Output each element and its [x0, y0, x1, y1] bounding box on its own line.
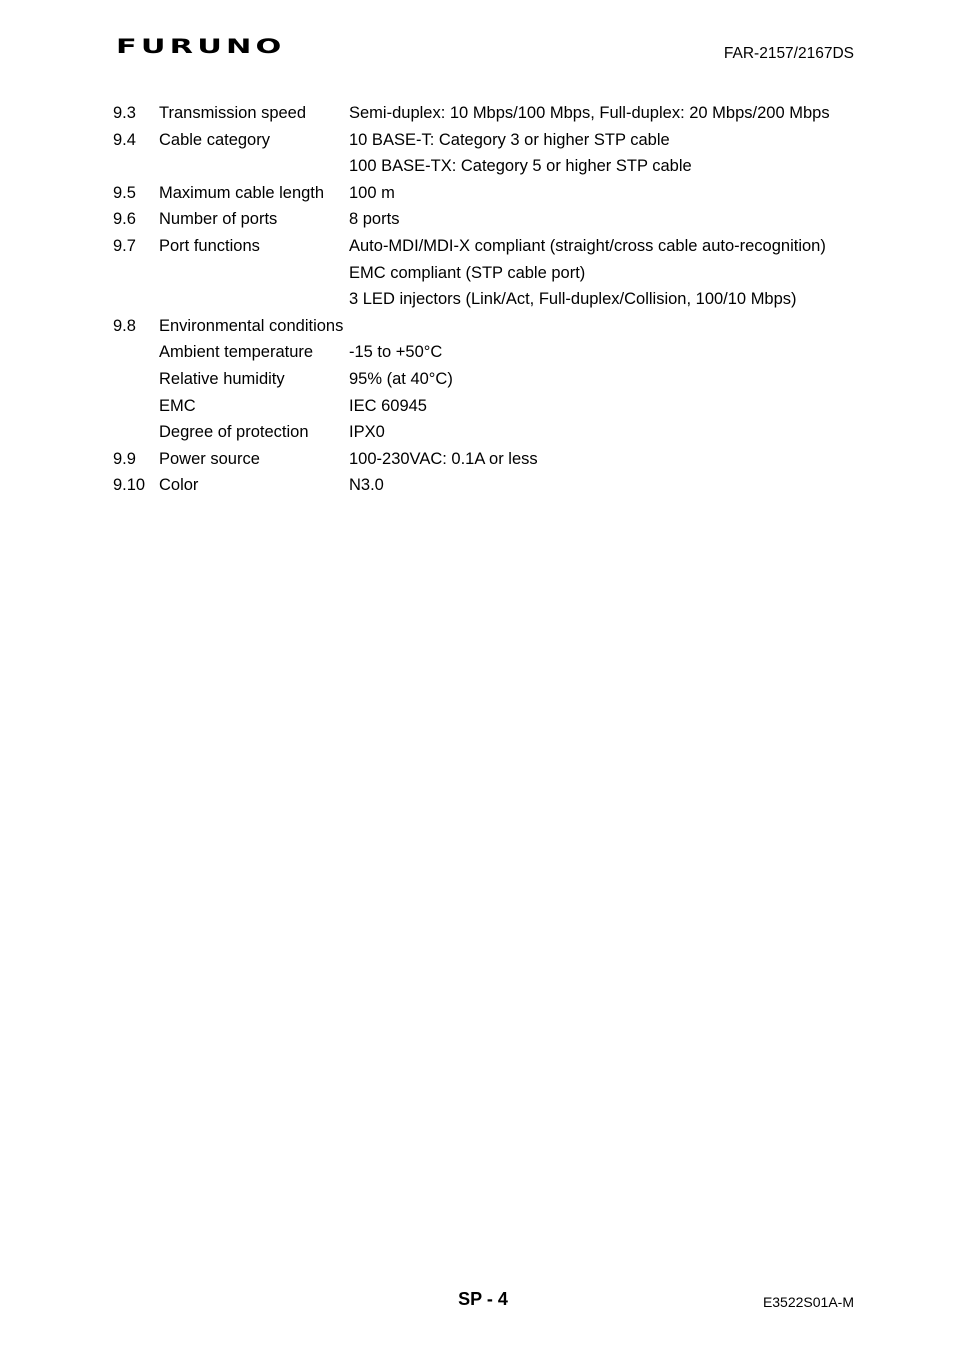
spec-label: Maximum cable length [159, 183, 325, 202]
spec-value: 100 BASE-TX: Category 5 or higher STP cable [349, 157, 692, 176]
spec-label: Power source [159, 449, 260, 468]
spec-value: IEC 60945 [349, 396, 427, 415]
spec-row [113, 286, 873, 313]
spec-row [113, 313, 873, 340]
spec-value: Semi-duplex: 10 Mbps/100 Mbps, Full-duplex: 20 Mbps/200 Mbps [349, 104, 830, 122]
spec-value: 100 m [349, 183, 395, 202]
spec-value: EMC compliant (STP cable port) [349, 263, 586, 282]
spec-label: Cable category [159, 130, 270, 149]
spec-number: 9.8 [113, 316, 136, 335]
spec-value: 10 BASE-T: Category 3 or higher STP cable [349, 130, 670, 149]
spec-label: EMC [159, 396, 196, 415]
spec-number: 9.3 [113, 104, 136, 122]
spec-row [113, 472, 873, 499]
model-number: FAR-2157/2167DS [723, 45, 854, 62]
spec-number: 9.5 [113, 183, 136, 202]
spec-number: 9.10 [113, 476, 146, 495]
spec-number: 9.4 [113, 130, 136, 149]
spec-row [113, 100, 873, 127]
spec-row [113, 153, 873, 180]
spec-label: Degree of protection [159, 423, 309, 442]
spec-value: Auto-MDI/MDI-X compliant (straight/cross cable auto-recognition) [349, 236, 826, 255]
furuno-logo: FURUNO [116, 36, 286, 59]
document-code: E3522S01A-M [762, 1294, 854, 1310]
spec-label: Ambient temperature [159, 343, 314, 362]
spec-label: Transmission speed [159, 104, 307, 122]
spec-value: IPX0 [349, 423, 385, 442]
spec-value: 8 ports [349, 210, 400, 229]
spec-row [113, 393, 873, 420]
spec-label: Number of ports [159, 210, 278, 229]
spec-list [113, 100, 873, 499]
spec-row [113, 446, 873, 473]
spec-number: 9.6 [113, 210, 136, 229]
spec-row [113, 419, 873, 446]
spec-row [113, 260, 873, 287]
spec-number: 9.7 [113, 236, 136, 255]
spec-value: 100-230VAC: 0.1A or less [349, 449, 538, 468]
spec-label: Relative humidity [159, 369, 285, 388]
spec-label: Environmental conditions [159, 316, 344, 335]
spec-value: N3.0 [349, 476, 384, 495]
spec-value: -15 to +50°C [349, 343, 443, 362]
spec-label: Color [159, 476, 199, 495]
spec-row [113, 366, 873, 393]
spec-label: Port functions [159, 236, 260, 255]
spec-value: 95% (at 40°C) [349, 369, 453, 388]
spec-row [113, 339, 873, 366]
spec-value: 3 LED injectors (Link/Act, Full-duplex/Collision, 100/10 Mbps) [349, 290, 797, 309]
spec-row [113, 180, 873, 207]
spec-row [113, 233, 873, 260]
page-number: SP - 4 [458, 1289, 508, 1309]
spec-row [113, 127, 873, 154]
spec-number: 9.9 [113, 449, 136, 468]
spec-row [113, 206, 873, 233]
